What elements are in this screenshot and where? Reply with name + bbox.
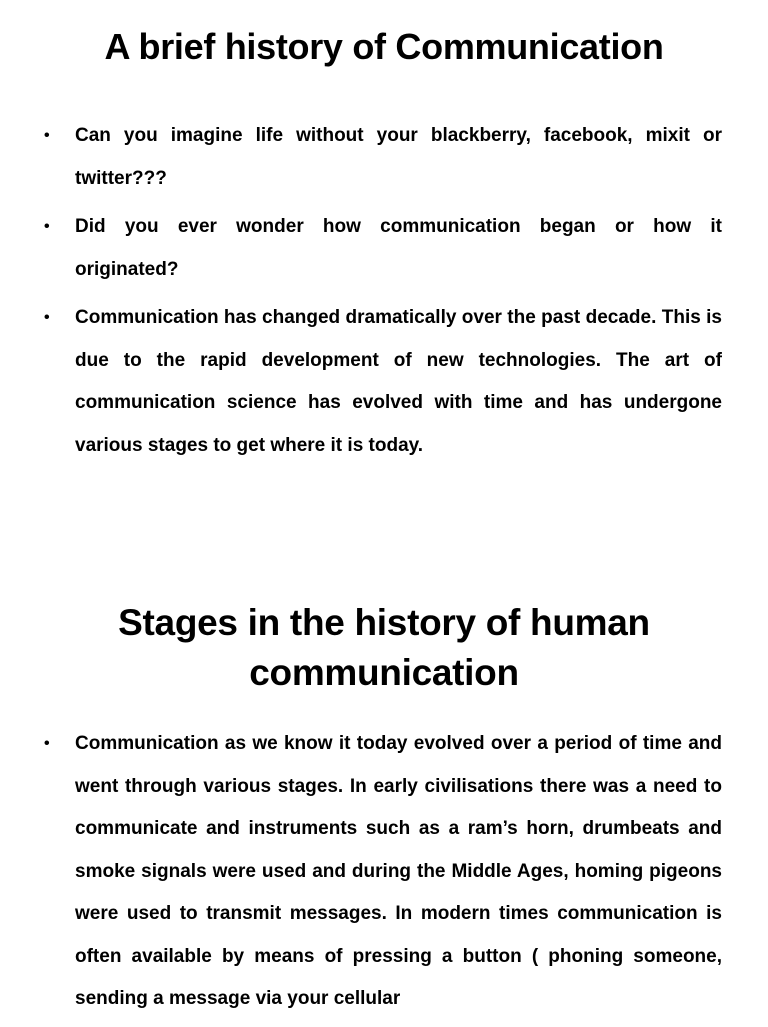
- bullet-item: [0, 723, 768, 1021]
- slide-title-line-2: communication: [249, 652, 519, 693]
- slide-brief-history: [0, 0, 768, 473]
- bullet-item: [0, 206, 768, 291]
- bullet-text: Communication as we know it today evolved over a period of time and went through various stages. In early civilisations there was a need to communicate and instruments such as a ram’s horn, drumbeats and smoke signals were used and during the Middle Ages, homing pigeons were used to transmit messages. In modern times communication is often available by means of pressing a button ( phoning someone, sending a message via your cellular: [75, 733, 722, 1009]
- slide-title: [0, 590, 768, 698]
- bullet-item: [0, 297, 768, 467]
- bullet-icon: •: [44, 127, 50, 144]
- bullet-icon: •: [44, 309, 50, 326]
- bullet-list: [0, 115, 768, 467]
- bullet-item: [0, 115, 768, 200]
- bullet-text: Can you imagine life without your blackberry, facebook, mixit or twitter???: [75, 125, 722, 189]
- slide-stages: [0, 590, 768, 1027]
- bullet-icon: •: [44, 218, 50, 235]
- slide-title: A brief history of Communication: [104, 26, 664, 67]
- bullet-text: Did you ever wonder how communication began or how it originated?: [75, 216, 722, 280]
- bullet-icon: •: [44, 735, 50, 752]
- bullet-list: [0, 723, 768, 1021]
- slide-title-line-1: Stages in the history of human: [118, 602, 650, 643]
- bullet-text: Communication has changed dramatically over the past decade. This is due to the rapid development of new technologies. The art of communication science has evolved with time and has undergone various stages to get where it is today.: [75, 307, 722, 456]
